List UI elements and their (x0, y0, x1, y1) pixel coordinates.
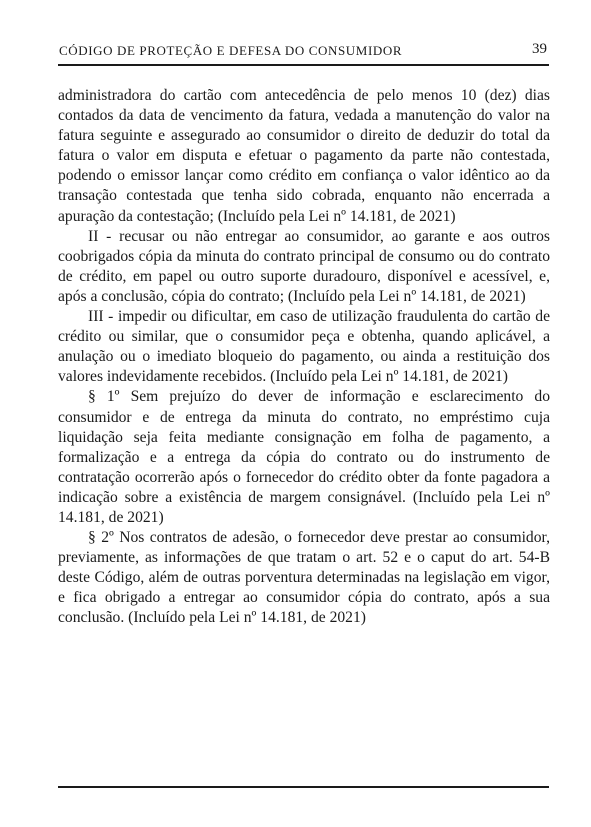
paragraph-section-2: § 2º Nos contratos de adesão, o fornecedor deve prestar ao consumidor, previamente, as informações de que tratam o art. 52 e o caput do art. 54-B deste Código, além de outras porventura determinadas na legislação em vigor, e fica obrigado a entregar ao consumidor cópia do contrato, após a sua conclusão. (Incluído pela Lei nº 14.181, de 2021) (58, 529, 550, 627)
paragraph-item-iii: III - impedir ou dificultar, em caso de utilização fraudulenta do cartão de crédito ou similar, que o consumidor peça e obtenha, quando aplicável, a anulação ou o imediato bloqueio do pagamento, ou ainda a restituição dos valores indevidamente recebidos. (Incluído pela Lei nº 14.181, de 2021) (58, 308, 550, 386)
page-header (58, 41, 549, 63)
body-text (58, 86, 550, 629)
paragraph-section-1: § 1º Sem prejuízo do dever de informação e esclarecimento do consumidor e de entrega da minuta do contrato, no empréstimo cuja liquidação seja feita mediante consignação em folha de pagamento, a formalização e a entrega da cópia do contrato ou do instrumento de contratação ocorrerão após o fornecedor do crédito obter da fonte pagadora a indicação sobre a existência de margem consignável. (Incluído pela Lei nº 14.181, de 2021) (58, 388, 550, 526)
running-title: CÓDIGO DE PROTEÇÃO E DEFESA DO CONSUMIDOR (59, 43, 403, 58)
footer-divider (58, 786, 549, 788)
header-divider (58, 64, 549, 66)
paragraph-item-ii: II - recusar ou não entregar ao consumidor, ao garante e aos outros coobrigados cópia da minuta do contrato principal de consumo ou do contrato de crédito, em papel ou outro suporte duradouro, disponível e acessível, e, após a conclusão, cópia do contrato; (Incluído pela Lei nº 14.181, de 2021) (58, 227, 550, 305)
paragraph-continuation: administradora do cartão com antecedência de pelo menos 10 (dez) dias contados da data de vencimento da fatura, vedada a manutenção do valor na fatura seguinte e assegurado ao consumidor o direito de deduzir do total da fatura o valor em disputa e efetuar o pagamento da parte não contestada, podendo o emissor lançar como crédito em confiança o valor idêntico ao da transação contestada que tenha sido cobrada, enquanto não encerrada a apuração da contestação; (Incluído pela Lei nº 14.181, de 2021) (58, 87, 550, 225)
page-number: 39 (532, 41, 547, 57)
